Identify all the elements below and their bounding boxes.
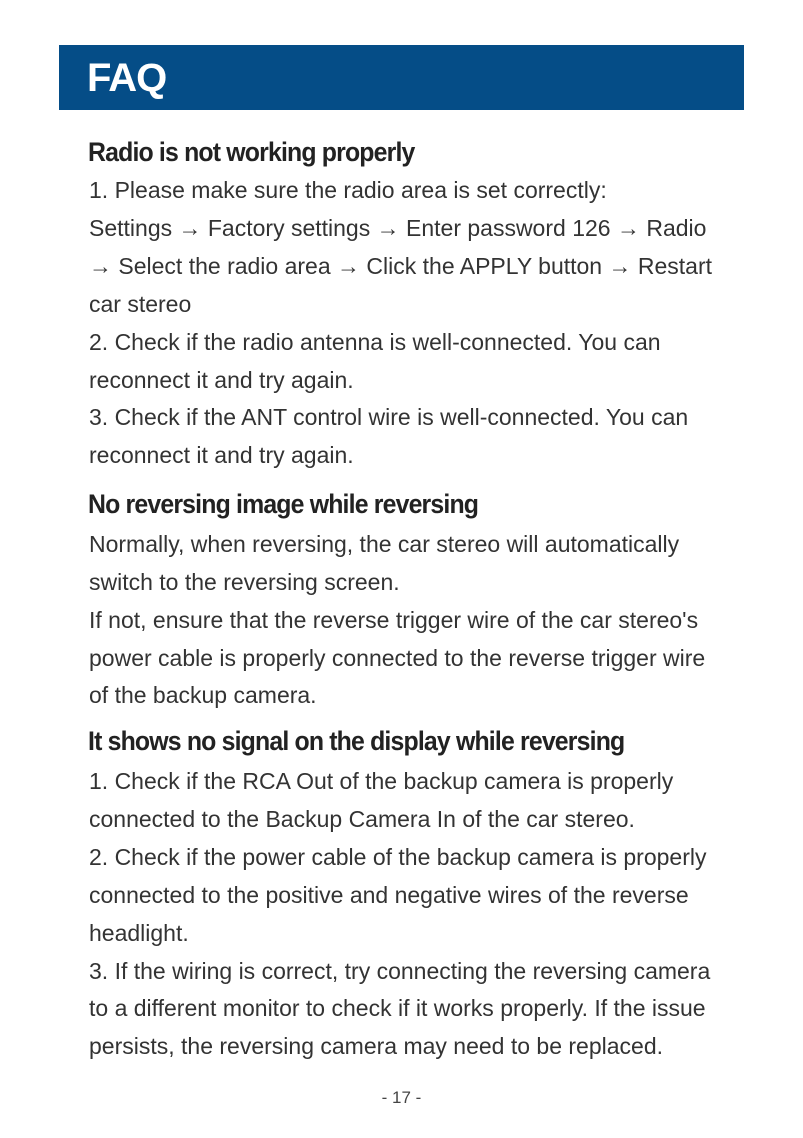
text-line: 1. Please make sure the radio area is set correctly: (89, 177, 607, 203)
text-line: headlight. (89, 920, 189, 946)
faq-banner (59, 45, 744, 110)
text-line: switch to the reversing screen. (89, 569, 400, 595)
section-heading: It shows no signal on the display while reversing (88, 726, 625, 756)
section-heading: Radio is not working properly (88, 137, 415, 167)
text-line: connected to the Backup Camera In of the car stereo. (89, 806, 635, 832)
page-title: FAQ (87, 56, 167, 100)
page-number: - 17 - (381, 1088, 422, 1107)
text-line: persists, the reversing camera may need to be replaced. (89, 1033, 664, 1059)
text-line: reconnect it and try again. (89, 442, 354, 468)
text-line: 3. If the wiring is correct, try connecting the reversing camera (89, 958, 711, 984)
section-heading: No reversing image while reversing (88, 489, 479, 519)
text-line: 1. Check if the RCA Out of the backup camera is properly (89, 768, 674, 794)
text-line: 2. Check if the radio antenna is well-connected. You can (89, 329, 661, 355)
text-line: If not, ensure that the reverse trigger wire of the car stereo's (89, 607, 699, 633)
text-line: of the backup camera. (89, 682, 317, 708)
text-line: to a different monitor to check if it works properly. If the issue (89, 995, 706, 1021)
text-line: connected to the positive and negative wires of the reverse (89, 882, 689, 908)
text-line: car stereo (89, 291, 192, 317)
text-line: reconnect it and try again. (89, 367, 354, 393)
text-line: power cable is properly connected to the reverse trigger wire (89, 645, 706, 671)
text-line: 3. Check if the ANT control wire is well-connected. You can (89, 404, 689, 430)
text-line: Normally, when reversing, the car stereo will automatically (89, 531, 680, 557)
text-line: Settings → Factory settings → Enter password 126 → Radio (89, 215, 707, 241)
text-line: 2. Check if the power cable of the backup camera is properly (89, 844, 707, 870)
text-line: → Select the radio area → Click the APPLY button → Restart (89, 253, 713, 279)
